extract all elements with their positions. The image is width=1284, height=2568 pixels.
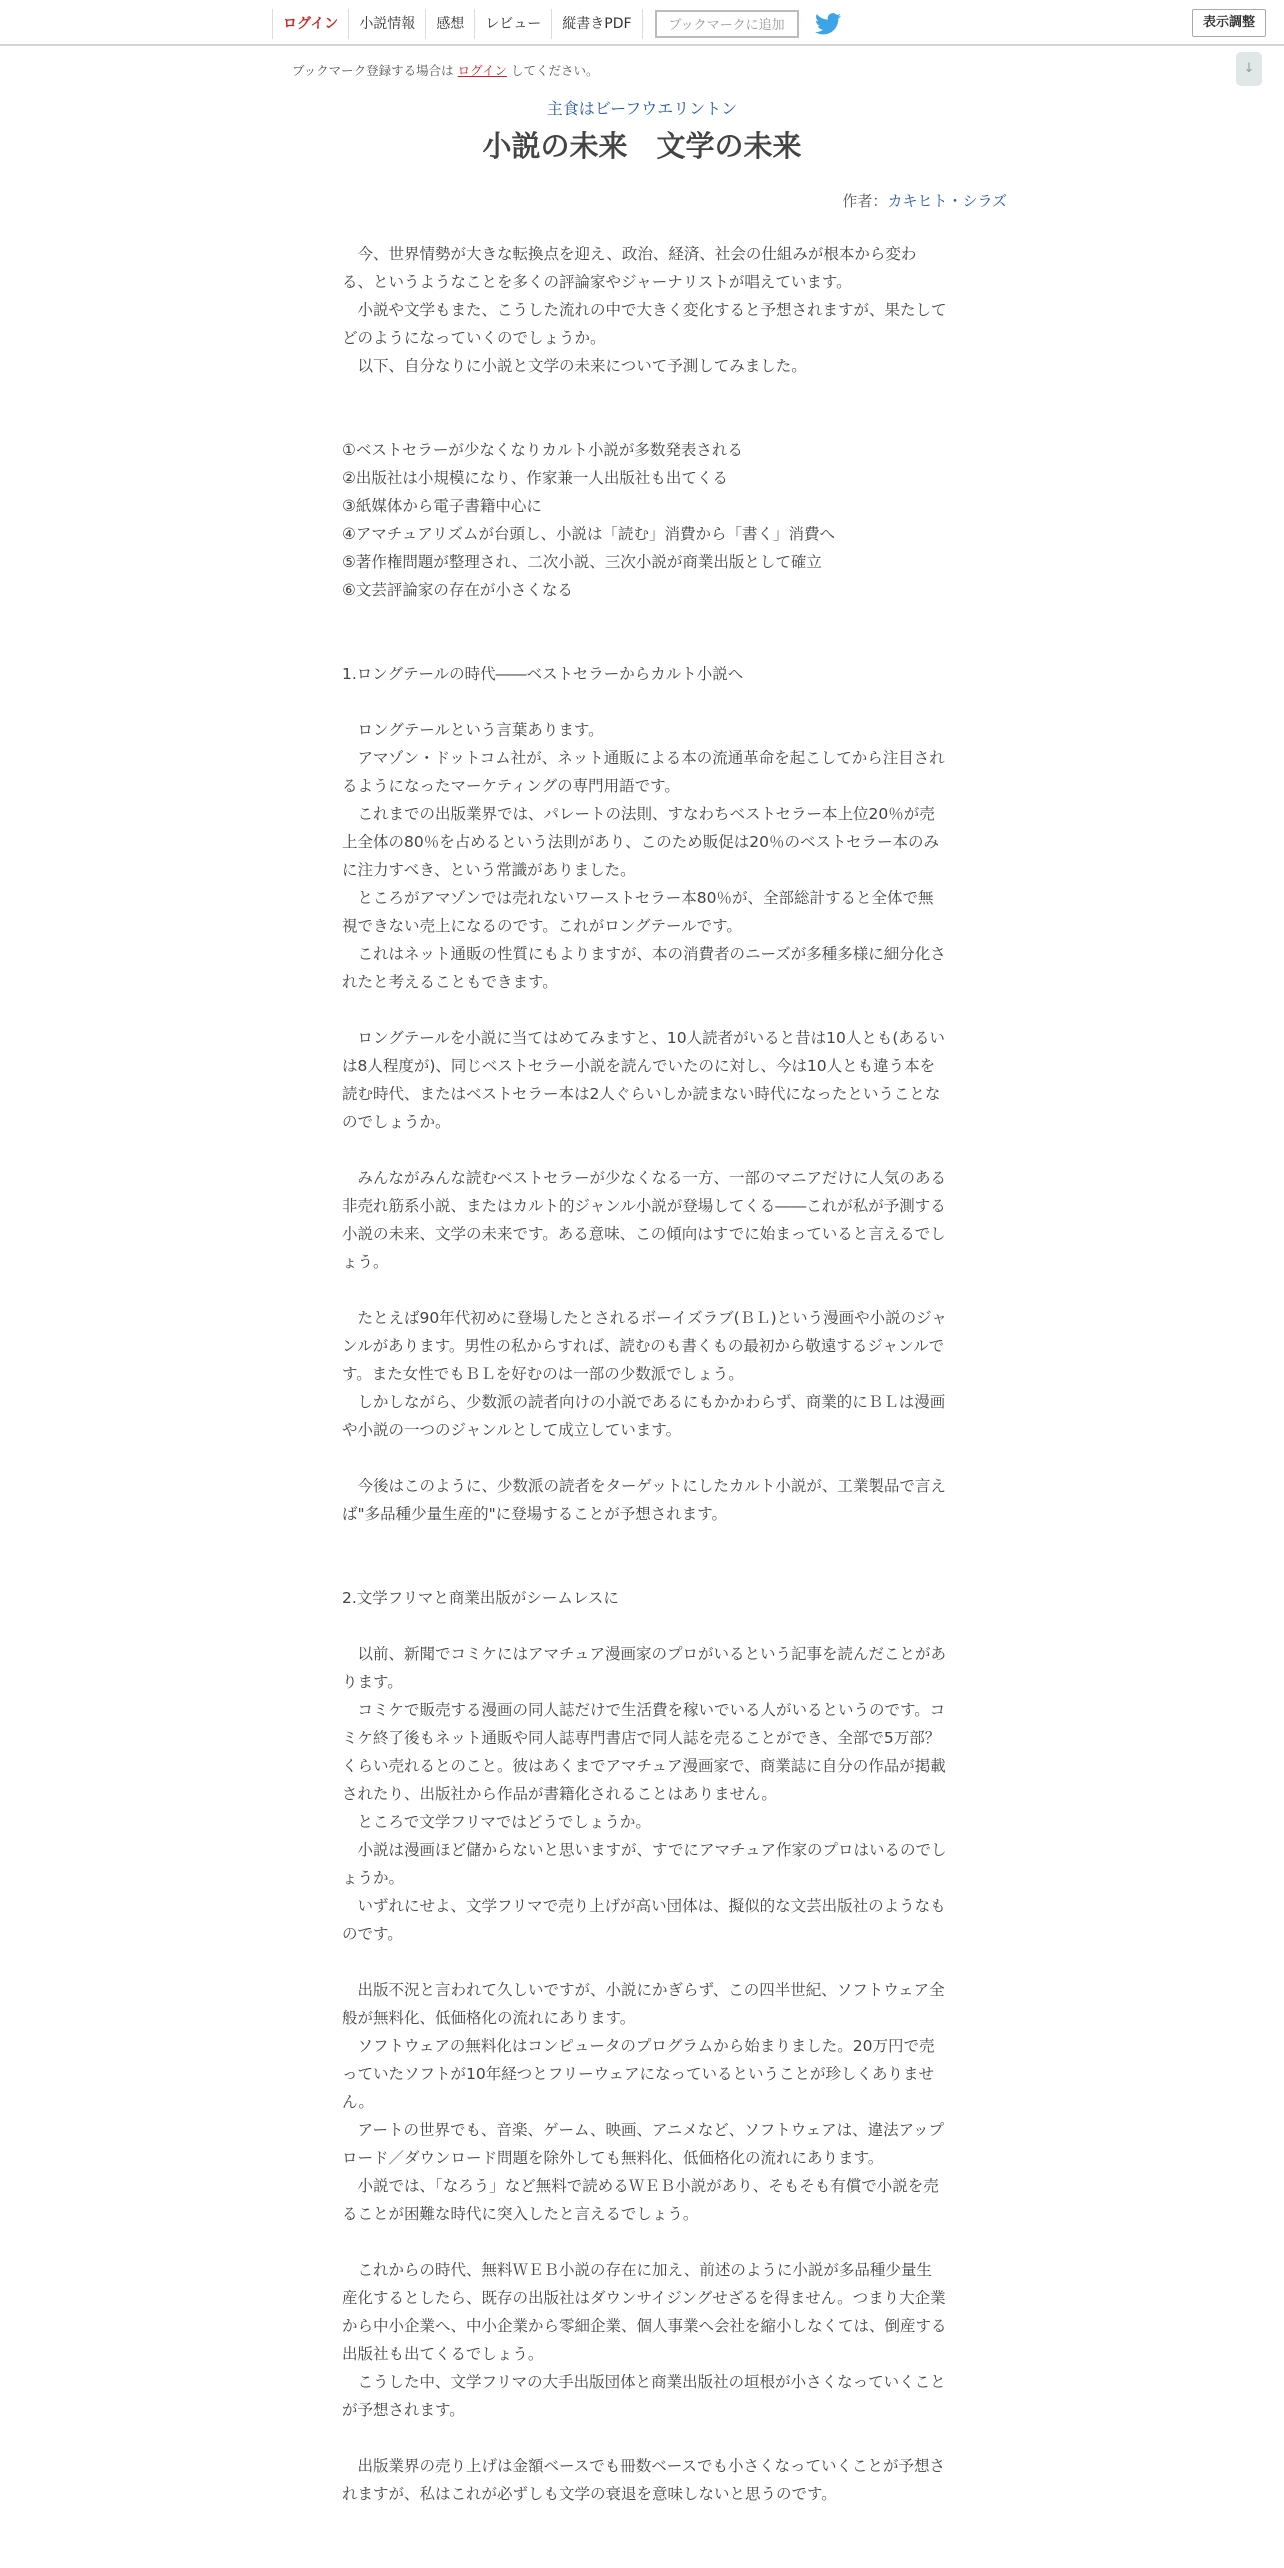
body-line	[342, 1528, 947, 1556]
scroll-down-button[interactable]: ↓	[1236, 52, 1262, 86]
bookmark-add-button[interactable]: ブックマークに追加	[655, 10, 799, 38]
body-line	[342, 632, 947, 660]
body-line: 出版不況と言われて久しいですが、小説にかぎらず、この四半世紀、ソフトウェア全般が無料化、低価格化の流れにあります。	[342, 1981, 945, 2027]
body-line: ③紙媒体から電子書籍中心に	[342, 497, 542, 515]
body-line: ロングテールを小説に当てはめてみますと、10人読者がいると昔は10人とも(あるいは8人程度が)、同じベストセラー小説を読んでいたのに対し、今は10人とも違う本を読む時代、またはベストセラー本は2人ぐらいしか読まない時代になったということなのでしょうか。	[342, 1029, 945, 1131]
body-line	[342, 2228, 947, 2256]
body-line: 以下、自分なりに小説と文学の未来について予測してみました。	[342, 357, 807, 375]
body-line: ソフトウェアの無料化はコンピュータのプログラムから始まりました。20万円で売っていたソフトが10年経つとフリーウェアになっているということが珍しくありません。	[342, 2037, 935, 2111]
body-line: こうした中、文学フリマの大手出版団体と商業出版社の垣根が小さくなっていくことが予想されます。	[342, 2373, 946, 2419]
body-line: ②出版社は小規模になり、作家兼一人出版社も出てくる	[342, 469, 728, 487]
body-line	[342, 688, 947, 716]
series-title-link[interactable]: 主食はビーフウエリントン	[546, 99, 738, 118]
body-line: コミケで販売する漫画の同人誌だけで生活費を稼いでいる人がいるというのです。コミケ終了後もネット通販や同人誌専門書店で同人誌を売ることができ、全部で5万部？くらい売れるとのこと。彼はあくまでアマチュア漫画家で、商業誌に自分の作品が掲載されたり、出版社から作品が書籍化されることはありません。	[342, 1701, 946, 1803]
body-line: 2.文学フリマと商業出版がシームレスに	[342, 1589, 619, 1607]
body-line	[342, 1444, 947, 1472]
top-nav	[272, 8, 841, 40]
body-line	[342, 1948, 947, 1976]
body-line	[342, 604, 947, 632]
author-name-link[interactable]: カキヒト・シラズ	[887, 192, 1007, 210]
body-line: これはネット通販の性質にもよりますが、本の消費者のニーズが多種多様に細分化されたと考えることもできます。	[342, 945, 946, 991]
body-line: ⑤著作権問題が整理され、二次小説、三次小説が商業出版として確立	[342, 553, 822, 571]
body-line	[342, 2424, 947, 2452]
notice-login-link[interactable]: ログイン	[457, 63, 508, 78]
body-line: アマゾン・ドットコム社が、ネット通販による本の流通革命を起こしてから注目されるようになったマーケティングの専門用語です。	[342, 749, 945, 795]
body-line	[342, 1136, 947, 1164]
body-line: 以前、新聞でコミケにはアマチュア漫画家のプロがいるという記事を読んだことがあります。	[342, 1645, 947, 1691]
body-line: ところで文学フリマではどうでしょうか。	[342, 1813, 651, 1831]
page-title: 小説の未来 文学の未来	[482, 129, 802, 163]
vertical-pdf-link[interactable]: 縦書きPDF	[551, 9, 642, 39]
notice-prefix: ブックマーク登録する場合は	[292, 63, 454, 78]
body-line	[342, 996, 947, 1024]
body-line: ①ベストセラーが少なくなりカルト小説が多数発表される	[342, 441, 743, 459]
body-line: これまでの出版業界では、パレートの法則、すなわちベストセラー本上位20％が売上全体の80％を占めるという法則があり、このため販促は20％のベストセラー本のみに注力すべき、という常識がありました。	[342, 805, 939, 879]
body-line: ④アマチュアリズムが台頭し、小説は「読む」消費から「書く」消費へ	[342, 525, 836, 543]
body-line: 小説や文学もまた、こうした流れの中で大きく変化すると予想されますが、果たしてどのようになっていくのでしょうか。	[342, 301, 947, 347]
notice-suffix: してください。	[511, 63, 599, 78]
header-bar	[0, 0, 1284, 46]
body-line: 小説では、「なろう」など無料で読めるＷＥＢ小説があり、そもそも有償で小説を売ることが困難な時代に突入したと言えるでしょう。	[342, 2177, 939, 2223]
body-line: 今後はこのように、少数派の読者をターゲットにしたカルト小説が、工業製品で言えば"多品種少量生産的"に登場することが予想されます。	[342, 1477, 946, 1523]
login-link[interactable]: ログイン	[272, 9, 348, 39]
body-line	[342, 1556, 947, 1584]
body-line	[342, 1612, 947, 1640]
body-line: みんながみんな読むベストセラーが少なくなる一方、一部のマニアだけに人気のある非売れ筋系小説、またはカルト的ジャンル小説が登場してくる――これが私が予測する小説の未来、文学の未来です。ある意味、この傾向はすでに始まっていると言えるでしょう。	[342, 1169, 947, 1271]
body-line: たとえば90年代初めに登場したとされるボーイズラブ(ＢＬ)という漫画や小説のジャンルがあります。男性の私からすれば、読むのも書くもの最初から敬遠するジャンルです。また女性でもＢＬを好むのは一部の少数派でしょう。	[342, 1309, 947, 1383]
body-line: ⑥文芸評論家の存在が小さくなる	[342, 581, 573, 599]
body-line	[342, 380, 947, 408]
body-line: 出版業界の売り上げは金額ベースでも冊数ベースでも小さくなっていくことが予想されますが、私はこれが必ずしも文学の衰退を意味しないと思うのです。	[342, 2457, 945, 2503]
body-line: ロングテールという言葉あります。	[342, 721, 604, 739]
body-line	[342, 1276, 947, 1304]
body-line: 1.ロングテールの時代――ベストセラーからカルト小説へ	[342, 665, 744, 683]
body-line: いずれにせよ、文学フリマで売り上げが高い団体は、擬似的な文芸出版社のようなものです。	[342, 1897, 946, 1943]
twitter-bird-icon[interactable]	[815, 13, 841, 35]
body-line: 今、世界情勢が大きな転換点を迎え、政治、経済、社会の仕組みが根本から変わる、というようなことを多くの評論家やジャーナリストが唱えています。	[342, 245, 917, 291]
body-line: 小説は漫画ほど儲からないと思いますが、すでにアマチュア作家のプロはいるのでしょうか。	[342, 1841, 947, 1887]
body-line: これからの時代、無料ＷＥＢ小説の存在に加え、前述のように小説が多品種少量生産化するとしたら、既存の出版社はダウンサイジングせざるを得ません。つまり大企業から中小企業へ、中小企業から零細企業、個人事業へ会社を縮小しなくては、倒産する出版社も出てくるでしょう。	[342, 2261, 947, 2363]
author-label: 作者：	[842, 192, 888, 210]
novel-info-link[interactable]: 小説情報	[348, 9, 425, 39]
novel-body	[342, 240, 947, 2508]
bookmark-login-notice	[292, 61, 599, 79]
impression-link[interactable]: 感想	[425, 9, 474, 39]
review-link[interactable]: レビュー	[474, 9, 551, 39]
author-line	[842, 190, 1007, 211]
body-line: しかしながら、少数派の読者向けの小説であるにもかかわらず、商業的にＢＬは漫画や小説の一つのジャンルとして成立しています。	[342, 1393, 946, 1439]
body-line: ところがアマゾンでは売れないワーストセラー本80％が、全部総計すると全体で無視できない売上になるのです。これがロングテールです。	[342, 889, 934, 935]
body-line	[342, 408, 947, 436]
body-line: アートの世界でも、音楽、ゲーム、映画、アニメなど、ソフトウェアは、違法アップロード／ダウンロード問題を除外しても無料化、低価格化の流れにあります。	[342, 2121, 945, 2167]
display-adjust-button[interactable]: 表示調整	[1192, 9, 1266, 37]
